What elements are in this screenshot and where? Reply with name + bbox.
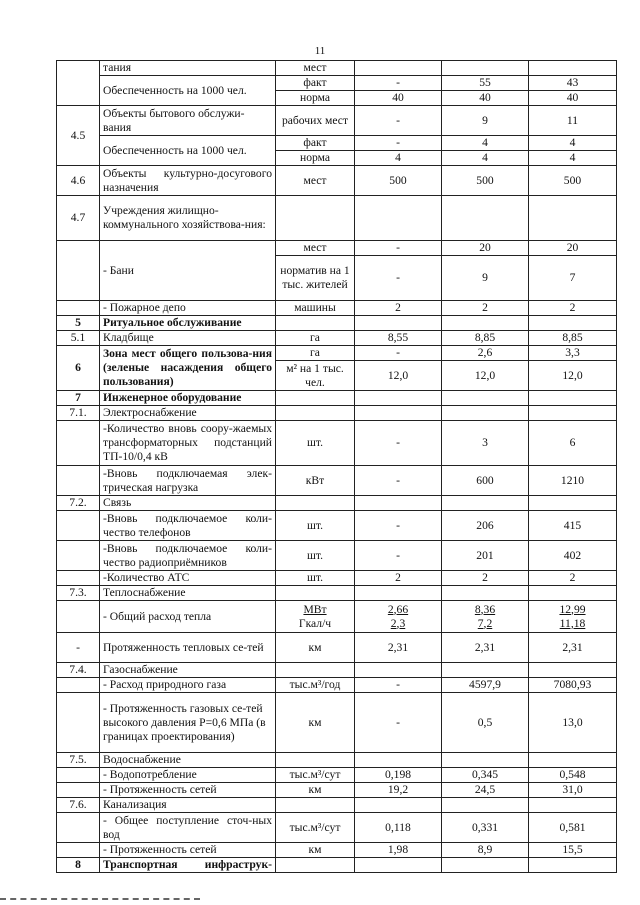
table-row: 7 Инженерное оборудование bbox=[57, 391, 617, 406]
table-row: 7.1. Электроснабжение bbox=[57, 406, 617, 421]
table-row: -Количество АТС шт. 2 2 2 bbox=[57, 571, 617, 586]
table-row: 4.6 Объекты культурно-досугового назначения мест 500 500 500 bbox=[57, 166, 617, 196]
table-row: - Протяженность газовых се-тей высокого давления Р=0,6 МПа (в границах проектирования) км - 0,5 13,0 bbox=[57, 693, 617, 753]
table-row: -Вновь подключаемая элек-трическая нагрузка кВт - 600 1210 bbox=[57, 466, 617, 496]
table-row: - Общий расход тепла МВт Гкал/ч 2,66 2,3 8,36 7,2 12,99 11,18 bbox=[57, 601, 617, 633]
table-row: - Общее поступление сточ-ных вод тыс.м³/сут 0,118 0,331 0,581 bbox=[57, 813, 617, 843]
table-row: норма 40 40 40 bbox=[57, 91, 617, 106]
table-row: -Вновь подключаемое коли-чество радиоприёмников шт. - 201 402 bbox=[57, 541, 617, 571]
table-row: Обеспеченность на 1000 чел. факт - 4 4 bbox=[57, 136, 617, 151]
table-row: 7.4. Газоснабжение bbox=[57, 663, 617, 678]
table-row: норма 4 4 4 bbox=[57, 151, 617, 166]
table-row: 7.2. Связь bbox=[57, 496, 617, 511]
table-row: 6 Зона мест общего пользова-ния (зеленые насаждения общего пользования) га - 2,6 3,3 bbox=[57, 346, 617, 361]
table-row: - Протяженность сетей км 19,2 24,5 31,0 bbox=[57, 783, 617, 798]
table-row: 4.7 Учреждения жилищно-коммунального хозяйствова-ния: bbox=[57, 196, 617, 241]
table-row: м² на 1 тыс. чел. 12,0 12,0 12,0 bbox=[57, 361, 617, 391]
table-row: - Водопотребление тыс.м³/сут 0,198 0,345 0,548 bbox=[57, 768, 617, 783]
table-row: 8 Транспортная инфраструк- bbox=[57, 858, 617, 873]
scan-artifact bbox=[0, 898, 200, 903]
table-row: -Количество вновь соору-жаемых трансформаторных подстанций ТП-10/0,4 кВ шт. - 3 6 bbox=[57, 421, 617, 466]
table-row: - Пожарное депо машины 2 2 2 bbox=[57, 301, 617, 316]
table-row: 4.5 Объекты бытового обслужи-вания рабочих мест - 9 11 bbox=[57, 106, 617, 136]
table-row: 5 Ритуальное обслуживание bbox=[57, 316, 617, 331]
table-row: - Протяженность сетей км 1,98 8,9 15,5 bbox=[57, 843, 617, 858]
table-row: 7.6. Канализация bbox=[57, 798, 617, 813]
table-row: 7.5. Водоснабжение bbox=[57, 753, 617, 768]
table-row: 5.1 Кладбище га 8,55 8,85 8,85 bbox=[57, 331, 617, 346]
page-number: 11 bbox=[314, 45, 326, 57]
table-row: -Вновь подключаемое коли-чество телефонов шт. - 206 415 bbox=[57, 511, 617, 541]
indicators-table bbox=[56, 60, 617, 873]
table-row: - Расход природного газа тыс.м³/год - 4597,9 7080,93 bbox=[57, 678, 617, 693]
table-row: - Протяженность тепловых се-тей км 2,31 2,31 2,31 bbox=[57, 633, 617, 663]
table-row: - Бани мест - 20 20 bbox=[57, 241, 617, 256]
table-row: норматив на 1 тыс. жителей - 9 7 bbox=[57, 256, 617, 301]
table-row: Обеспеченность на 1000 чел. факт - 55 43 bbox=[57, 76, 617, 91]
table-row: 7.3. Теплоснабжение bbox=[57, 586, 617, 601]
table-row: тания мест bbox=[57, 61, 617, 76]
